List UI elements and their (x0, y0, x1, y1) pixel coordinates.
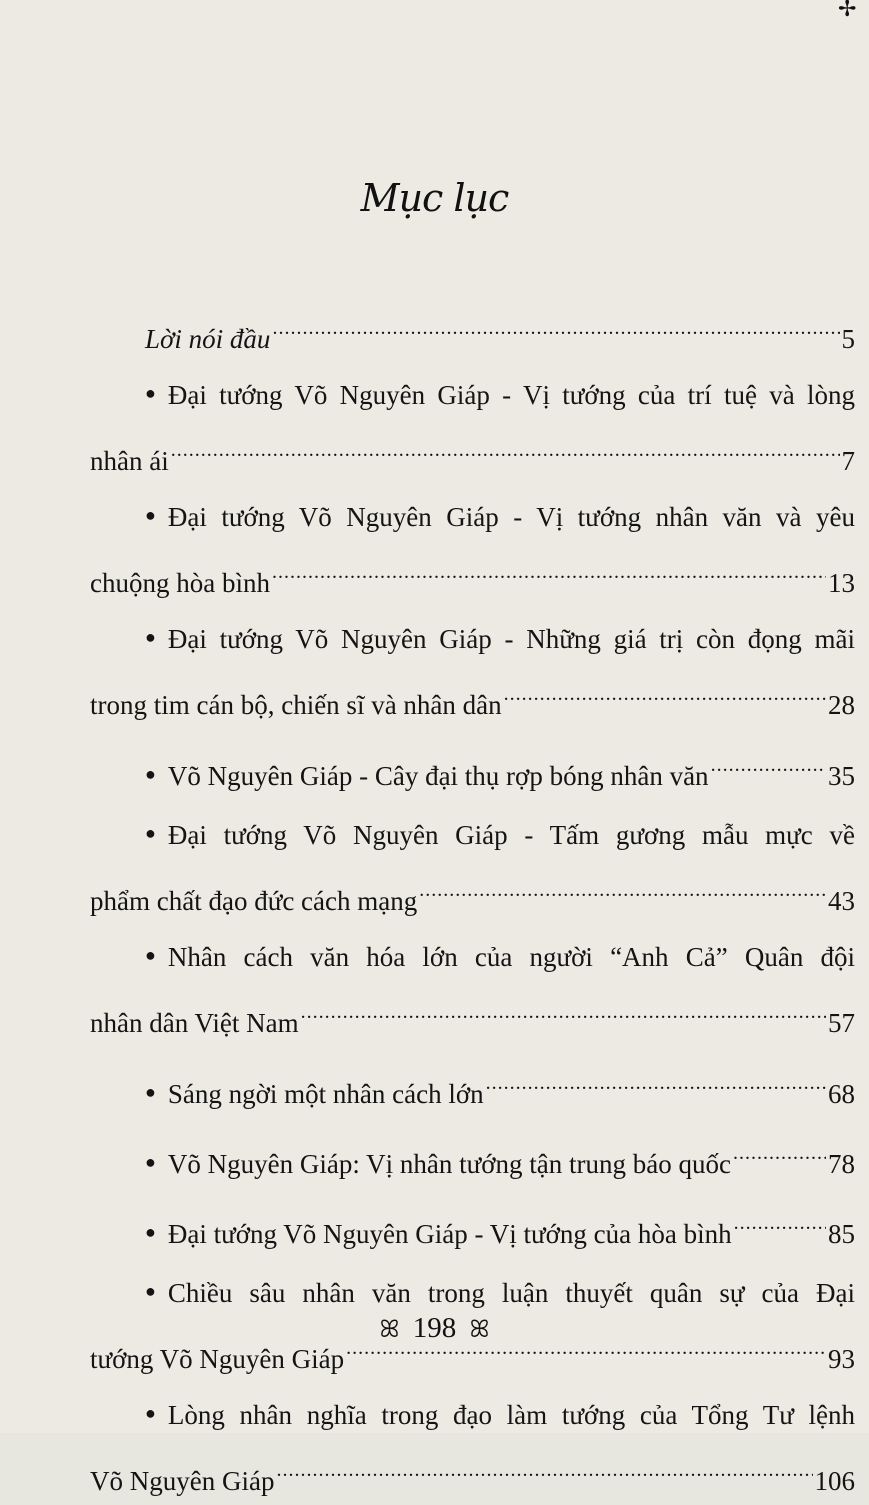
toc-page-number: 35 (828, 761, 855, 791)
bullet-icon: ● (145, 505, 156, 525)
dot-leader (486, 1055, 826, 1103)
toc-entry-leader-line (90, 1195, 855, 1261)
toc-entry (90, 615, 855, 729)
toc-entry-title: ● Võ Nguyên Giáp - Cây đại thụ rợp bóng nhân văn (145, 752, 709, 803)
toc-entry-title: Lời nói đầu (145, 324, 271, 354)
toc-heading: Mục lục (360, 176, 509, 220)
toc-entry (90, 933, 855, 1047)
toc-entry-title: Võ Nguyên Giáp (90, 1466, 275, 1496)
dot-leader (301, 984, 826, 1032)
toc-page-number: 7 (841, 446, 855, 476)
dot-leader (504, 666, 826, 714)
toc-entry-title: tướng Võ Nguyên Giáp (90, 1344, 345, 1374)
dot-leader (733, 1125, 826, 1173)
toc-entry-title: chuộng hòa bình (90, 568, 270, 598)
bullet-icon: ● (145, 1281, 156, 1301)
toc-entry-title-line: ● Đại tướng Võ Nguyên Giáp - Những giá trị còn đọng mãi (90, 615, 855, 666)
toc-page-number: 68 (828, 1079, 855, 1109)
footer-ornament-left-icon: ꕤ (379, 1315, 400, 1343)
dot-leader (272, 300, 839, 348)
bullet-icon: ● (145, 1082, 156, 1102)
bullet-icon: ● (145, 945, 156, 965)
toc-entry (90, 1391, 855, 1505)
toc-entry-leader-line (90, 862, 855, 925)
bullet-icon: ● (145, 764, 156, 784)
toc-entry-title: ● Đại tướng Võ Nguyên Giáp - Vị tướng của hòa bình (145, 1210, 732, 1261)
toc-entry (90, 737, 855, 803)
dot-leader (272, 544, 826, 592)
toc-entry (90, 1125, 855, 1191)
toc-page-number: 85 (828, 1219, 855, 1249)
toc-entry (90, 1055, 855, 1121)
dot-leader (276, 1442, 812, 1490)
footer-ornament-right-icon: ꕤ (469, 1315, 490, 1343)
toc-page-number: 5 (841, 324, 855, 354)
toc-entry-leader-line (90, 1125, 855, 1191)
toc-entry-leader-line (90, 666, 855, 729)
toc-entry-leader-line (90, 300, 855, 363)
toc-entry-leader-line (90, 422, 855, 485)
bullet-icon: ● (145, 823, 156, 843)
toc-page-number: 106 (814, 1466, 855, 1496)
toc-page-number: 43 (828, 886, 855, 916)
toc-entry-leader-line (90, 737, 855, 803)
bullet-icon: ● (145, 383, 156, 403)
dot-leader (419, 862, 826, 910)
dot-leader (711, 737, 826, 785)
toc-entry-leader-line (90, 544, 855, 607)
toc-entry-title: phẩm chất đạo đức cách mạng (90, 886, 418, 916)
toc-entry-leader-line (90, 1055, 855, 1121)
corner-mark: ✢ (838, 0, 857, 22)
dot-leader (734, 1195, 826, 1243)
toc-entry-title: nhân dân Việt Nam (90, 1008, 299, 1038)
toc-entry-title: trong tim cán bộ, chiến sĩ và nhân dân (90, 690, 502, 720)
toc-entry-leader-line (90, 984, 855, 1047)
bullet-icon: ● (145, 1403, 156, 1423)
toc-entry-title-line: ● Chiều sâu nhân văn trong luận thuyết quân sự của Đại (90, 1269, 855, 1320)
bullet-icon: ● (145, 627, 156, 647)
toc-entry-title: ● Sáng ngời một nhân cách lớn (145, 1070, 484, 1121)
bullet-icon: ● (145, 1222, 156, 1242)
toc-entry-title-line: ● Đại tướng Võ Nguyên Giáp - Vị tướng nhân văn và yêu (90, 493, 855, 544)
toc-entry-title: ● Võ Nguyên Giáp: Vị nhân tướng tận trung báo quốc (145, 1140, 731, 1191)
toc-page-number: 13 (828, 568, 855, 598)
page-number: 198 (412, 1312, 457, 1344)
toc-page-number: 93 (828, 1344, 855, 1374)
dot-leader (171, 422, 840, 470)
toc-page-number: 57 (828, 1008, 855, 1038)
toc-entry-title-line: ● Nhân cách văn hóa lớn của người “Anh Cả” Quân đội (90, 933, 855, 984)
toc-entry (90, 1195, 855, 1261)
toc-page-number: 78 (828, 1149, 855, 1179)
toc-entry (90, 371, 855, 485)
toc-entry (90, 811, 855, 925)
page-footer (0, 1312, 869, 1345)
toc-page-number: 28 (828, 690, 855, 720)
toc-entry (90, 300, 855, 363)
toc-entry-leader-line (90, 1442, 855, 1505)
toc-entry-title-line: ● Đại tướng Võ Nguyên Giáp - Vị tướng của trí tuệ và lòng (90, 371, 855, 422)
toc-entry-title-line: ● Lòng nhân nghĩa trong đạo làm tướng của Tổng Tư lệnh (90, 1391, 855, 1442)
toc-entry-title: nhân ái (90, 446, 169, 476)
toc-entry (90, 493, 855, 607)
bullet-icon: ● (145, 1152, 156, 1172)
toc-entry-title-line: ● Đại tướng Võ Nguyên Giáp - Tấm gương mẫu mực về (90, 811, 855, 862)
